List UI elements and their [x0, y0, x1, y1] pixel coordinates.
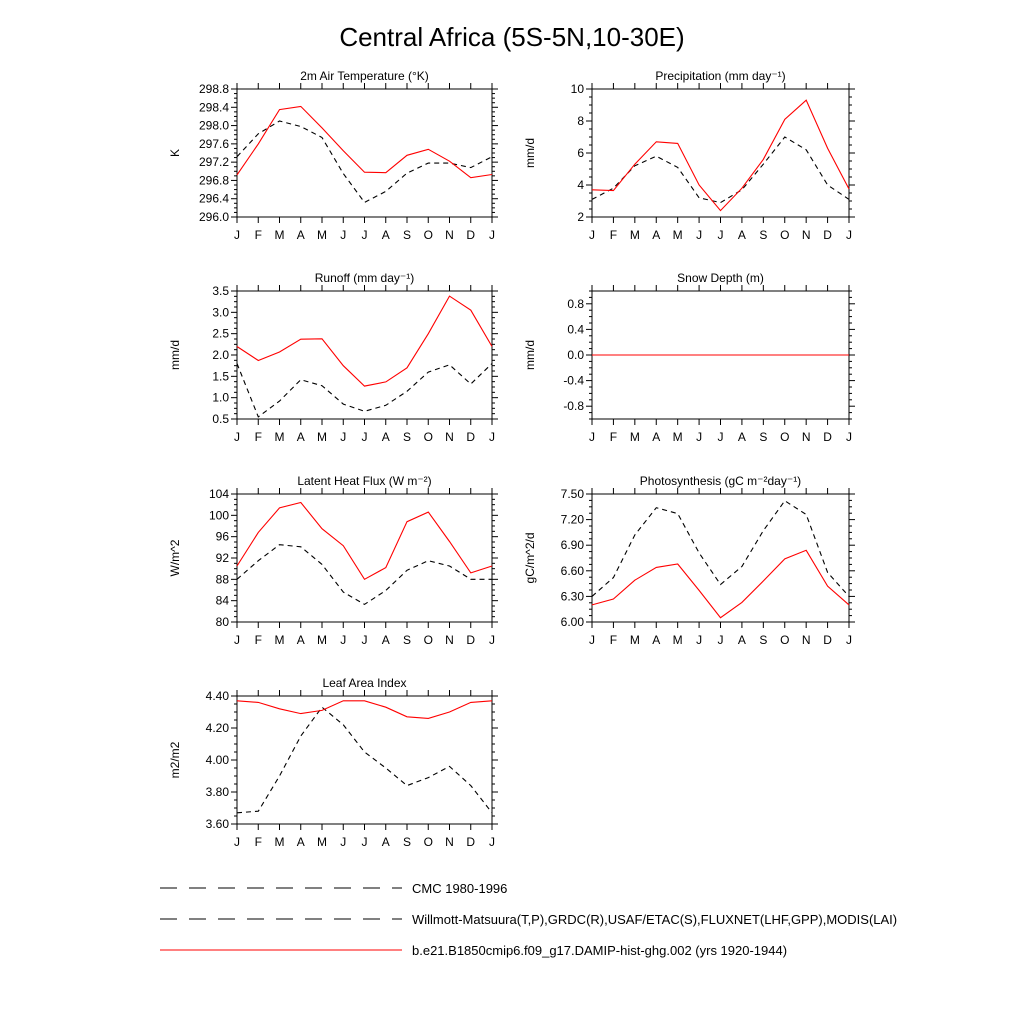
- x-tick-label: J: [340, 228, 347, 242]
- x-tick-label: D: [823, 633, 832, 647]
- x-tick-label: D: [823, 430, 832, 444]
- legend-entry-1: [160, 912, 897, 927]
- x-tick-label: A: [737, 633, 746, 647]
- x-tick-label: F: [609, 430, 618, 444]
- x-tick-label: J: [589, 430, 595, 444]
- panel-2: [168, 271, 498, 444]
- x-tick-label: A: [381, 430, 390, 444]
- x-tick-label: S: [759, 430, 768, 444]
- x-tick-label: A: [381, 228, 390, 242]
- x-tick-label: J: [589, 633, 595, 647]
- x-tick-label: F: [254, 835, 262, 849]
- x-tick-label: M: [274, 633, 285, 647]
- x-tick-label: J: [846, 430, 852, 444]
- series-line-obs: [237, 364, 492, 417]
- y-tick-label: 1.5: [212, 369, 229, 384]
- x-tick-label: D: [823, 228, 832, 242]
- y-axis-label: K: [168, 148, 182, 158]
- y-tick-label: 8: [577, 114, 584, 128]
- x-tick-label: O: [423, 633, 433, 647]
- x-tick-label: N: [801, 228, 811, 242]
- y-tick-label: 6.30: [560, 589, 584, 604]
- x-tick-label: M: [317, 430, 327, 444]
- y-tick-label: 3.60: [205, 817, 229, 831]
- x-tick-label: M: [274, 430, 285, 444]
- x-tick-label: S: [402, 633, 412, 647]
- x-tick-label: M: [317, 633, 327, 647]
- y-axis-label: mm/d: [523, 138, 537, 168]
- x-tick-label: J: [717, 430, 724, 444]
- y-tick-label: 4.20: [205, 721, 229, 735]
- legend: [160, 881, 897, 958]
- x-tick-label: A: [296, 633, 305, 647]
- panel-title: Photosynthesis (gC m⁻²day⁻¹): [639, 474, 802, 488]
- x-tick-label: J: [489, 835, 495, 849]
- y-tick-label: 2.0: [212, 348, 229, 362]
- y-tick-label: 80: [215, 615, 229, 629]
- x-tick-label: O: [423, 430, 433, 444]
- x-tick-label: M: [317, 228, 327, 242]
- y-tick-label: 2.5: [212, 326, 229, 341]
- y-tick-label: 10: [570, 82, 584, 96]
- y-tick-label: 298.0: [198, 118, 229, 133]
- series-line-model: [237, 106, 492, 177]
- legend-label: Willmott-Matsuura(T,P),GRDC(R),USAF/ETAC(S),FLUXNET(LHF,GPP),MODIS(LAI): [412, 912, 898, 927]
- y-axis-label: m2/m2: [168, 741, 182, 779]
- panel-0: [168, 69, 498, 242]
- y-tick-label: -0.8: [563, 399, 584, 414]
- series-line-obs: [592, 501, 849, 597]
- x-tick-label: A: [381, 835, 390, 849]
- x-tick-label: A: [652, 633, 661, 647]
- panels: [168, 69, 855, 849]
- y-tick-label: 6.00: [560, 615, 584, 629]
- panel-1: [523, 69, 855, 242]
- y-tick-label: 6.60: [560, 563, 584, 578]
- x-tick-label: J: [717, 228, 724, 242]
- x-tick-label: J: [340, 633, 347, 647]
- y-tick-label: 6: [577, 146, 584, 160]
- x-tick-label: M: [672, 633, 683, 647]
- y-tick-label: 84: [215, 593, 229, 608]
- y-tick-label: 92: [215, 551, 229, 565]
- x-tick-label: J: [696, 228, 703, 242]
- x-tick-label: M: [274, 835, 285, 849]
- x-tick-label: A: [652, 228, 661, 242]
- y-tick-label: 297.6: [198, 136, 229, 151]
- x-tick-label: S: [759, 228, 768, 242]
- x-tick-label: A: [737, 430, 746, 444]
- panel-3: [523, 271, 855, 444]
- y-tick-label: 0.0: [567, 348, 584, 362]
- x-tick-label: M: [629, 633, 640, 647]
- panel-title: Leaf Area Index: [322, 676, 407, 690]
- x-tick-label: F: [254, 228, 262, 242]
- x-tick-label: J: [489, 430, 495, 444]
- panel-title: Precipitation (mm day⁻¹): [655, 69, 786, 83]
- y-tick-label: 0.8: [567, 296, 584, 311]
- x-tick-label: J: [846, 228, 852, 242]
- x-tick-label: A: [296, 430, 305, 444]
- x-tick-label: D: [466, 430, 476, 444]
- y-axis-label: mm/d: [168, 340, 182, 370]
- x-tick-label: J: [489, 228, 495, 242]
- panel-title: Latent Heat Flux (W m⁻²): [297, 474, 432, 488]
- y-tick-label: 104: [208, 487, 229, 501]
- panel-6: [168, 676, 498, 849]
- y-tick-label: 6.90: [560, 538, 584, 553]
- y-axis-label: W/m^2: [168, 539, 182, 577]
- plot-frame: [237, 291, 492, 419]
- panel-title: Runoff (mm day⁻¹): [314, 271, 415, 285]
- panel-4: [168, 474, 498, 647]
- y-tick-label: 4: [577, 178, 584, 192]
- x-tick-label: J: [489, 633, 495, 647]
- plot-frame: [592, 89, 849, 217]
- x-tick-label: O: [423, 835, 433, 849]
- x-tick-label: S: [759, 633, 768, 647]
- x-tick-label: N: [801, 633, 811, 647]
- x-tick-label: D: [466, 228, 476, 242]
- x-tick-label: M: [274, 228, 285, 242]
- y-tick-label: 4.40: [205, 689, 229, 703]
- x-tick-label: J: [361, 430, 368, 444]
- series-line-model: [237, 701, 492, 719]
- y-tick-label: 7.50: [560, 487, 584, 501]
- x-tick-label: F: [254, 633, 262, 647]
- y-tick-label: 298.8: [198, 82, 229, 96]
- plot-frame: [237, 696, 492, 824]
- y-tick-label: 4.00: [205, 753, 229, 767]
- x-tick-label: J: [234, 430, 240, 444]
- x-tick-label: F: [254, 430, 262, 444]
- y-tick-label: 3.5: [212, 284, 229, 298]
- x-tick-label: J: [234, 835, 240, 849]
- y-tick-label: 3.0: [212, 305, 229, 320]
- x-tick-label: S: [402, 835, 412, 849]
- series-line-model: [237, 503, 492, 580]
- y-tick-label: 2: [577, 210, 584, 224]
- y-axis-label: mm/d: [523, 340, 537, 370]
- x-tick-label: J: [696, 633, 703, 647]
- series-line-model: [237, 296, 492, 386]
- y-axis-label: gC/m^2/d: [523, 532, 537, 584]
- x-tick-label: J: [846, 633, 852, 647]
- x-tick-label: J: [361, 228, 368, 242]
- x-tick-label: N: [445, 430, 454, 444]
- legend-entry-2: [160, 943, 787, 958]
- x-tick-label: F: [609, 228, 618, 242]
- y-tick-label: 1.0: [212, 390, 229, 405]
- x-tick-label: A: [652, 430, 661, 444]
- series-line-obs: [237, 121, 492, 202]
- y-tick-label: 297.2: [198, 155, 229, 170]
- y-tick-label: 88: [215, 572, 229, 587]
- x-tick-label: O: [780, 633, 790, 647]
- y-tick-label: 0.5: [212, 412, 229, 426]
- x-tick-label: N: [445, 835, 454, 849]
- y-tick-label: 100: [208, 508, 229, 523]
- y-tick-label: 96: [215, 529, 229, 544]
- series-line-obs: [237, 545, 492, 605]
- x-tick-label: M: [629, 430, 640, 444]
- x-tick-label: A: [296, 228, 305, 242]
- y-tick-label: 296.0: [198, 210, 229, 224]
- x-tick-label: M: [672, 228, 683, 242]
- x-tick-label: M: [629, 228, 640, 242]
- x-tick-label: D: [466, 835, 476, 849]
- x-tick-label: D: [466, 633, 476, 647]
- x-tick-label: N: [801, 430, 811, 444]
- panel-title: 2m Air Temperature (°K): [300, 69, 429, 83]
- x-tick-label: F: [609, 633, 618, 647]
- x-tick-label: O: [780, 430, 790, 444]
- figure-title: Central Africa (5S-5N,10-30E): [339, 22, 685, 52]
- legend-entry-0: [160, 881, 507, 896]
- x-tick-label: J: [589, 228, 595, 242]
- x-tick-label: J: [340, 430, 347, 444]
- y-tick-label: 296.4: [198, 191, 229, 206]
- x-tick-label: N: [445, 228, 454, 242]
- x-tick-label: N: [445, 633, 454, 647]
- x-tick-label: S: [402, 430, 412, 444]
- x-tick-label: O: [780, 228, 790, 242]
- y-tick-label: 7.20: [560, 512, 584, 527]
- series-line-obs: [237, 707, 492, 813]
- x-tick-label: M: [317, 835, 327, 849]
- x-tick-label: J: [696, 430, 703, 444]
- x-tick-label: J: [340, 835, 347, 849]
- x-tick-label: J: [234, 633, 240, 647]
- x-tick-label: A: [381, 633, 390, 647]
- x-tick-label: J: [361, 835, 368, 849]
- legend-label: CMC 1980-1996: [412, 881, 508, 896]
- x-tick-label: O: [423, 228, 433, 242]
- x-tick-label: J: [717, 633, 724, 647]
- x-tick-label: S: [402, 228, 412, 242]
- series-line-model: [592, 100, 849, 210]
- panel-title: Snow Depth (m): [677, 271, 764, 285]
- x-tick-label: A: [737, 228, 746, 242]
- y-tick-label: 298.4: [198, 100, 229, 115]
- y-tick-label: -0.4: [563, 373, 584, 388]
- x-tick-label: J: [234, 228, 240, 242]
- y-tick-label: 0.4: [567, 322, 584, 337]
- x-tick-label: A: [296, 835, 305, 849]
- y-tick-label: 296.8: [198, 173, 229, 188]
- legend-label: b.e21.B1850cmip6.f09_g17.DAMIP-hist-ghg.002 (yrs 1920-1944): [412, 943, 788, 958]
- x-tick-label: M: [672, 430, 683, 444]
- plot-frame: [237, 89, 492, 217]
- x-tick-label: J: [361, 633, 368, 647]
- panel-5: [523, 474, 855, 647]
- y-tick-label: 3.80: [205, 785, 229, 799]
